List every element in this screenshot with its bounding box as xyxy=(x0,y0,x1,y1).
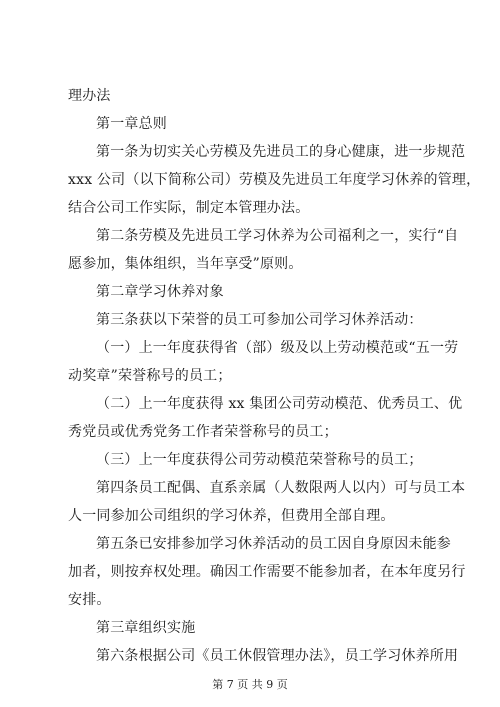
page-number: 第 7 页 共 9 页 xyxy=(212,678,288,691)
body-line: 安排。 xyxy=(68,592,111,608)
body-line: （三）上一年度获得公司劳动模范荣誉称号的员工； xyxy=(96,452,423,468)
body-line: 人一同参加公司组织的学习休养，但费用全部自理。 xyxy=(68,508,395,524)
body-line: 愿参加，集体组织，当年享受”原则。 xyxy=(68,256,303,272)
body-line: 加者，则按弃权处理。确因工作需要不能参加者，在本年度另行 xyxy=(68,564,466,580)
body-line: 第四条员工配偶、直系亲属（人数限两人以内）可与员工本 xyxy=(96,480,466,496)
chapter-heading: 第一章总则 xyxy=(96,116,167,132)
body-line: 动奖章”荣誉称号的员工； xyxy=(68,368,232,384)
chapter-heading: 第二章学习休养对象 xyxy=(96,284,224,300)
body-line: 秀党员或优秀党务工作者荣誉称号的员工； xyxy=(68,424,338,440)
body-line: （一）上一年度获得省（部）级及以上劳动模范或“五一劳 xyxy=(96,340,459,356)
body-line: 第三条获以下荣誉的员工可参加公司学习休养活动： xyxy=(96,312,423,328)
body-line: 结合公司工作实际，制定本管理办法。 xyxy=(68,200,310,216)
body-line: （二）上一年度获得 xx 集团公司劳动模范、优秀员工、优 xyxy=(96,396,463,412)
body-line: 第六条根据公司《员工休假管理办法》，员工学习休养所用 xyxy=(96,648,459,664)
body-line: 第五条已安排参加学习休养活动的员工因自身原因未能参 xyxy=(96,536,451,552)
document-body xyxy=(68,88,481,664)
body-line: xxx 公司（以下简称公司）劳模及先进员工年度学习休养的管理， xyxy=(68,172,481,188)
body-line: 第一条为切实关心劳模及先进员工的身心健康，进一步规范 xyxy=(96,144,466,160)
chapter-heading: 第三章组织实施 xyxy=(96,620,196,636)
body-line: 第二条劳模及先进员工学习休养为公司福利之一，实行“自 xyxy=(96,228,459,244)
page-footer xyxy=(0,679,500,691)
body-line: 理办法 xyxy=(68,88,111,104)
